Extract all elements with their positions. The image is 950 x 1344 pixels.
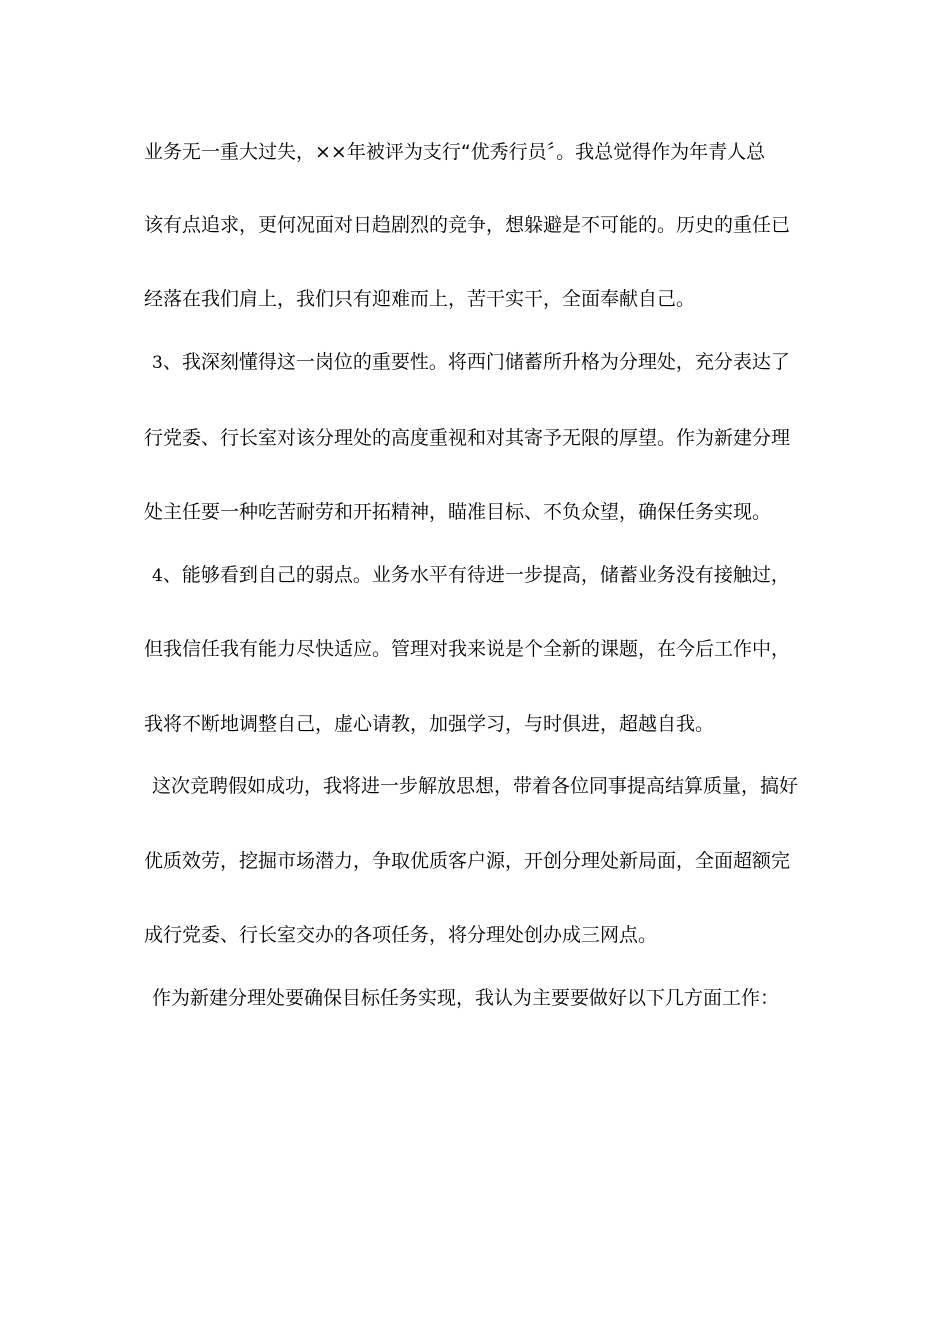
text-line	[144, 212, 824, 238]
line-text: 、能够看到自己的弱点。业务水平有待进一步提高，储蓄业务没有接触过，	[162, 564, 790, 586]
line-text: 成行党委、行长室交办的各项任务，将分理处创办成三网点。	[144, 924, 658, 946]
item-number: 3	[152, 353, 163, 373]
text-line	[144, 711, 824, 737]
line-text: 该有点追求，更何况面对日趋剧烈的竞争，想躲避是不可能的。历史的重任已	[144, 214, 791, 236]
text-line	[144, 636, 824, 662]
text-line	[144, 286, 824, 312]
line-text: 但我信任我有能力尽快适应。管理对我来说是个全新的课题，在今后工作中，	[144, 638, 791, 660]
text-line	[144, 985, 832, 1011]
text-line	[144, 139, 824, 165]
item-number: 4	[152, 566, 163, 586]
text-line	[144, 425, 824, 451]
line-text: 业务无一重大过失，××年被评为支行“优秀行员〞。我总觉得作为年青人总	[144, 141, 766, 163]
line-text: 经落在我们肩上，我们只有迎难而上，苦干实干，全面奉献自己。	[144, 288, 696, 310]
line-text: 我将不断地调整自己，虚心请教，加强学习，与时俱进，超越自我。	[144, 713, 715, 735]
text-line	[144, 773, 832, 799]
item-4-line	[144, 562, 832, 589]
line-text: 优质效劳，挖掘市场潜力，争取优质客户源，开创分理处新局面，全面超额完	[144, 850, 791, 872]
item-3-line	[144, 349, 832, 376]
text-line	[144, 922, 824, 948]
text-line	[144, 848, 824, 874]
line-text: 处主任要一种吃苦耐劳和开拓精神，瞄准目标、不负众望，确保任务实现。	[144, 501, 772, 523]
line-text: 作为新建分理处要确保目标任务实现，我认为主要要做好以下几方面工作：	[152, 987, 780, 1009]
line-text: 这次竞聘假如成功，我将进一步解放思想，带着各位同事提高结算质量，搞好	[152, 775, 799, 797]
line-text: 行党委、行长室对该分理处的高度重视和对其寄予无限的厚望。作为新建分理	[144, 427, 791, 449]
text-line	[144, 499, 824, 525]
line-text: 、我深刻懂得这一岗位的重要性。将西门储蓄所升格为分理处，充分表达了	[162, 351, 790, 373]
